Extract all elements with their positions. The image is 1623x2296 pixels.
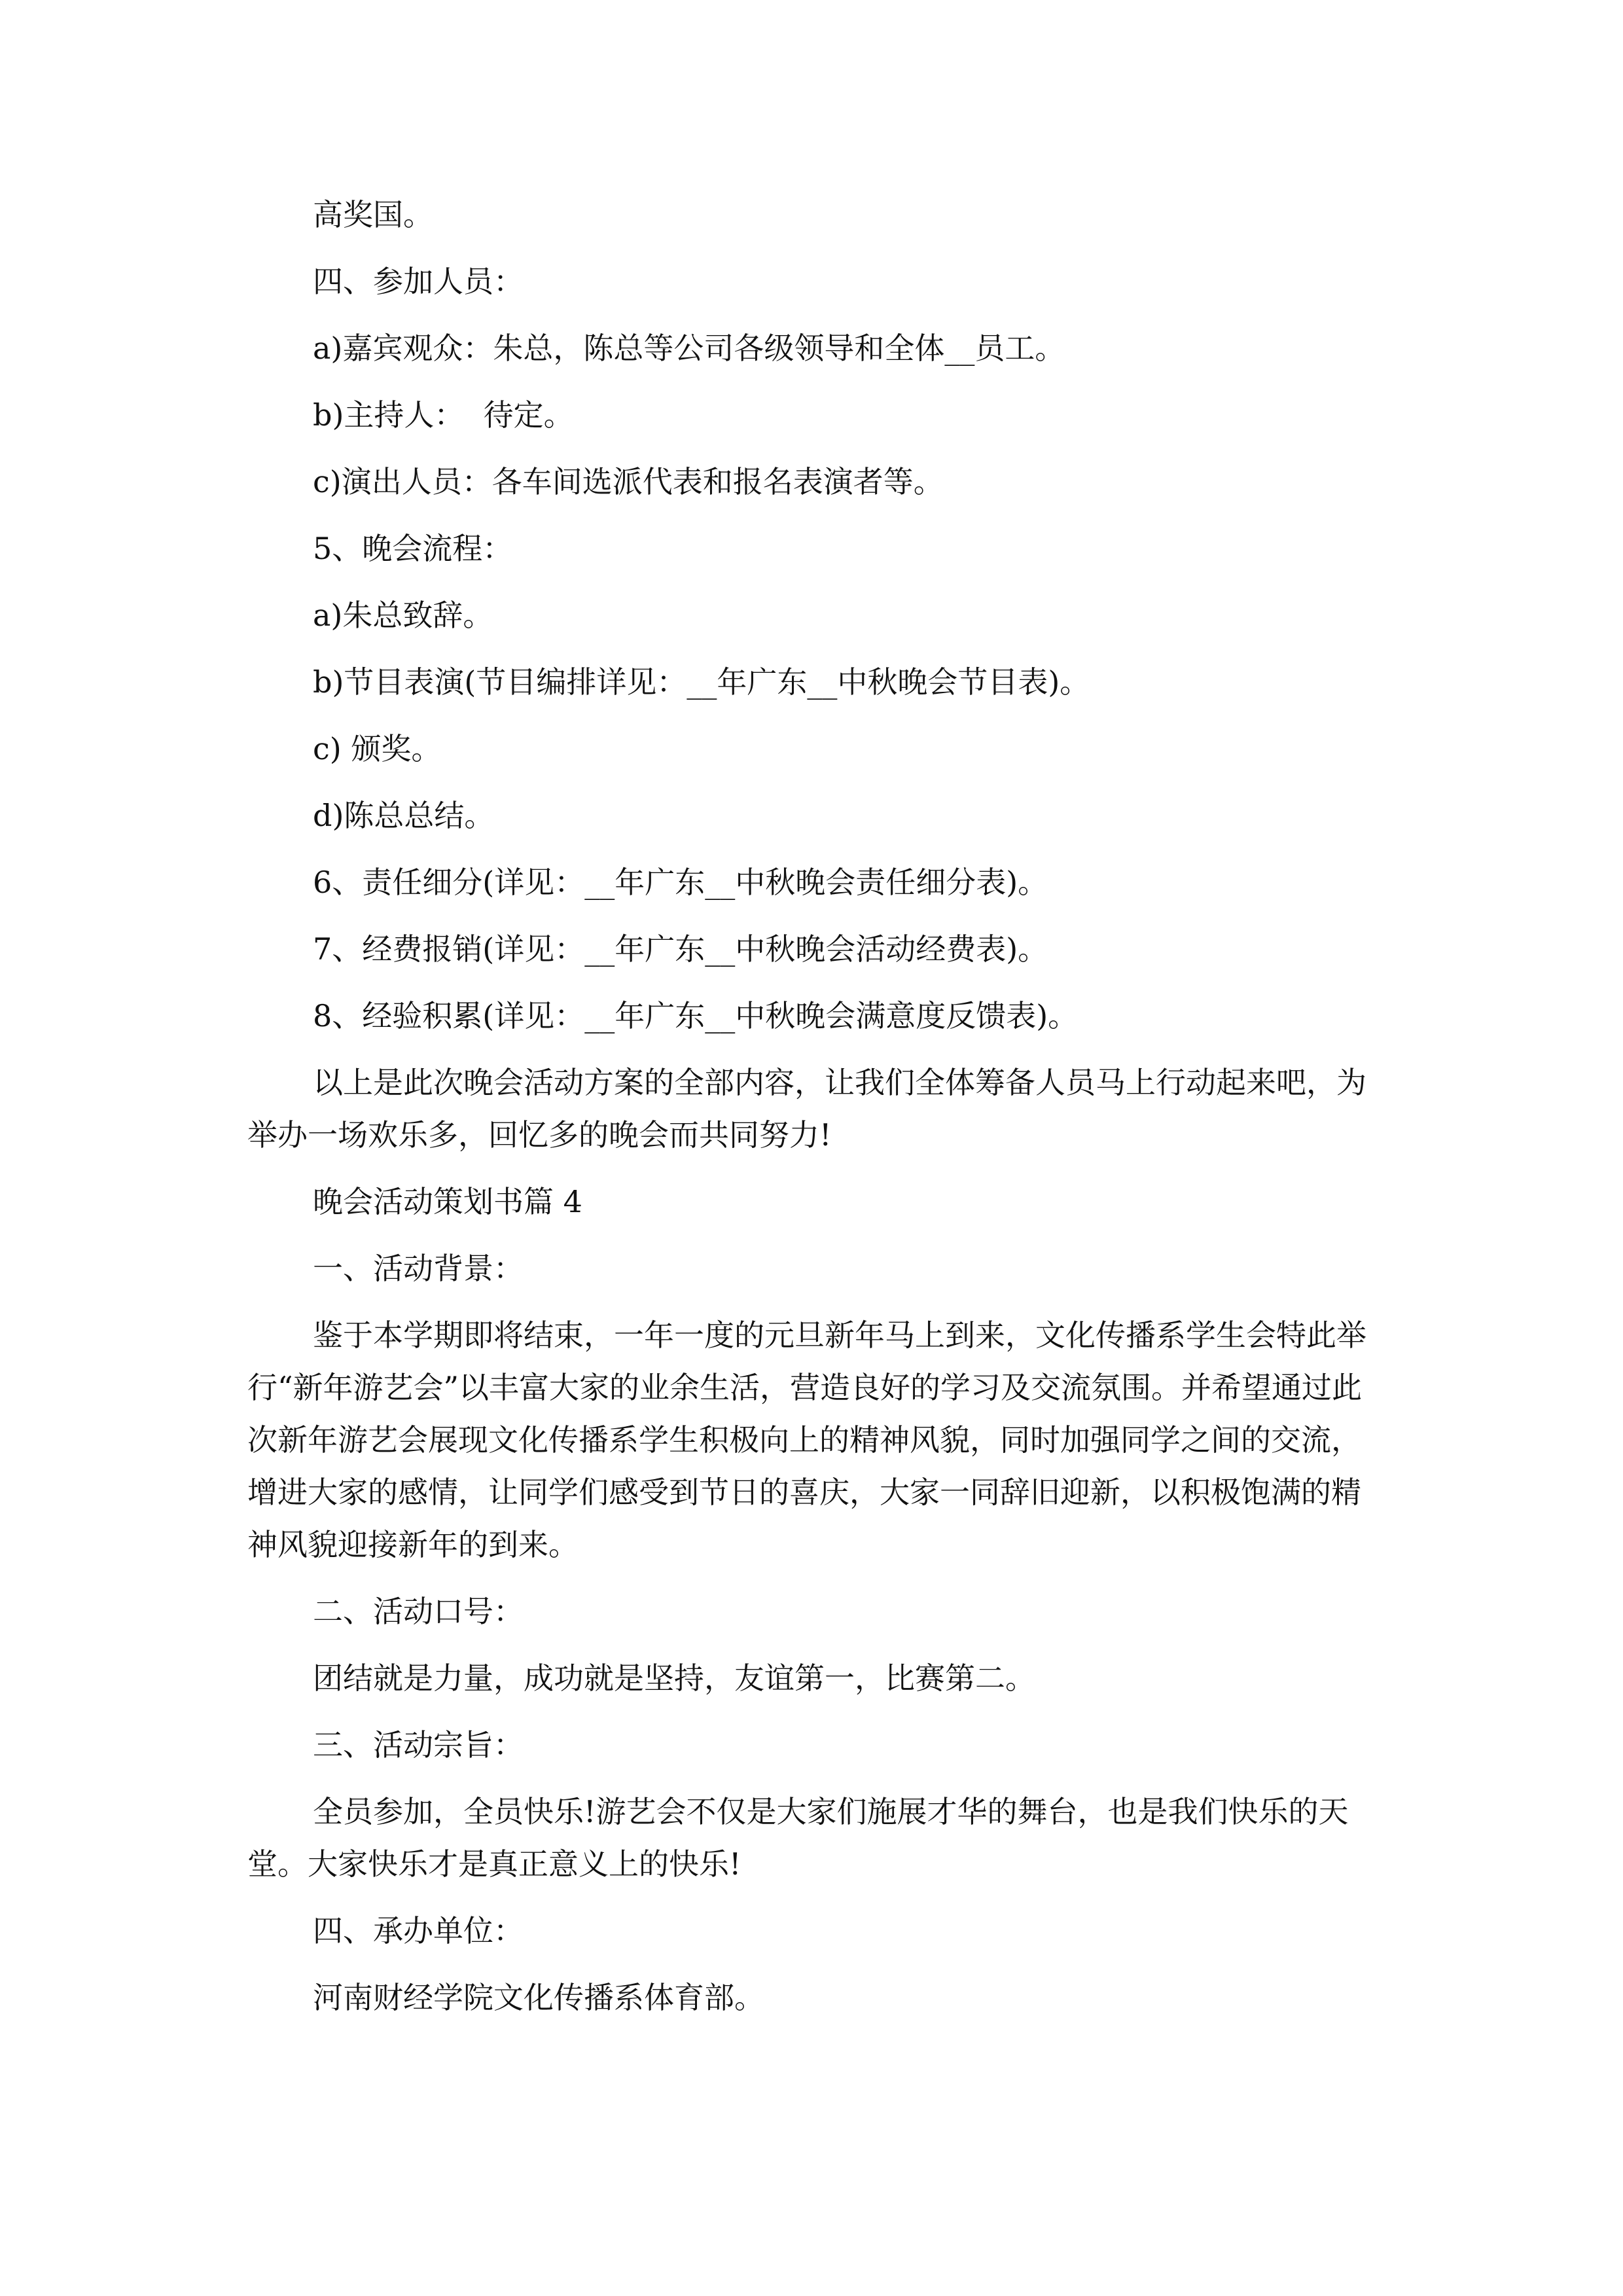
section-heading-organizer: 四、承办单位： [313,1913,524,1948]
list-item: a)朱总致辞。 [313,598,493,633]
organizer-paragraph: 河南财经学院文化传播系体育部。 [313,1980,764,2015]
section-heading-purpose: 三、活动宗旨： [313,1727,524,1763]
paragraph-continuation: 高奖国。 [313,197,433,232]
section-heading-responsibility: 6、责任细分(详见：__年广东__中秋晚会责任细分表)。 [313,865,1048,900]
section-heading-experience: 8、经验积累(详见：__年广东__中秋晚会满意度反馈表)。 [313,998,1079,1033]
section-heading-expenses: 7、经费报销(详见：__年广东__中秋晚会活动经费表)。 [313,931,1048,967]
document-body [247,188,1376,2038]
section-heading-participants: 四、参加人员： [313,264,524,299]
background-paragraph: 鉴于本学期即将结束，一年一度的元旦新年马上到来，文化传播系学生会特此举行“新年游艺会”以丰富大家的业余生活，营造良好的学习及交流氛围。并希望通过此次新年游艺会展现文化传播系学生积极向上的精神风貌，同时加强同学之间的交流，增进大家的感情，让同学们感受到节日的喜庆，大家一同辞旧迎新，以积极饱满的精神风貌迎接新年的到来。 [247,1318,1366,1562]
list-item: c)演出人员：各车间选派代表和报名表演者等。 [313,464,944,499]
purpose-paragraph: 全员参加，全员快乐!游艺会不仅是大家们施展才华的舞台，也是我们快乐的天堂。大家快乐才是真正意义上的快乐! [247,1794,1349,1882]
list-item: a)嘉宾观众：朱总，陈总等公司各级领导和全体__员工。 [313,331,1065,366]
list-item: b)节目表演(节目编排详见：__年广东__中秋晚会节目表)。 [313,664,1090,700]
list-item: b)主持人： 待定。 [313,397,574,433]
list-item: c) 颁奖。 [313,731,442,766]
section-heading-slogan: 二、活动口号： [313,1594,524,1629]
list-item: d)陈总总结。 [313,798,495,833]
section-heading-background: 一、活动背景： [313,1251,524,1286]
slogan-paragraph: 团结就是力量，成功就是坚持，友谊第一，比赛第二。 [313,1660,1035,1696]
section-heading-flow: 5、晚会流程： [313,531,513,566]
article-title: 晚会活动策划书篇 4 [313,1184,582,1219]
closing-paragraph: 以上是此次晚会活动方案的全部内容，让我们全体筹备人员马上行动起来吧，为举办一场欢乐多，回忆多的晚会而共同努力! [247,1065,1366,1153]
